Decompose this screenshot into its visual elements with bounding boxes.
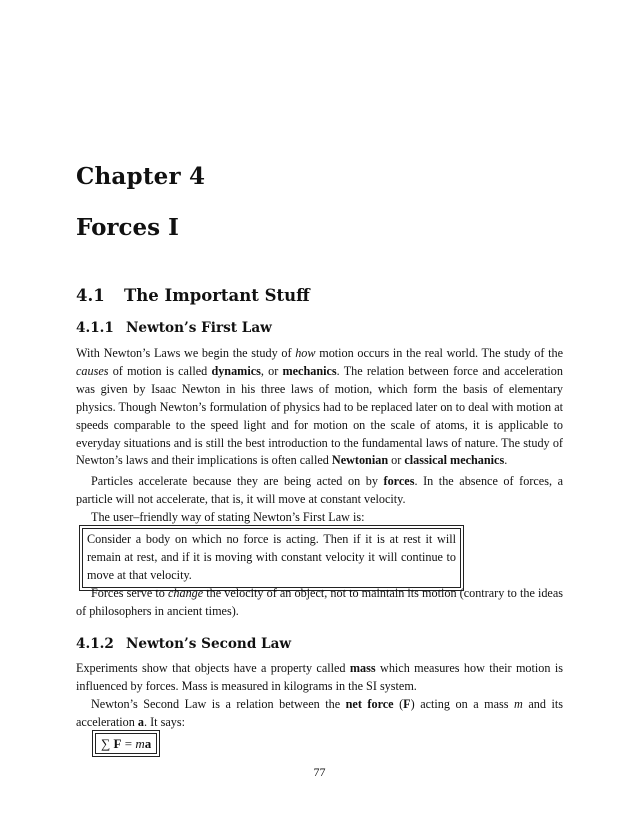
text-run: . xyxy=(504,453,508,468)
chapter-label: Chapter 4 xyxy=(76,163,206,190)
text-run: motion occurs in the real world. The study of the xyxy=(315,346,563,360)
term-net-force: net force xyxy=(345,697,394,711)
term-dynamics: dynamics xyxy=(211,363,261,378)
section-title: The Important Stuff xyxy=(124,286,310,305)
paragraph-dynamics-intro xyxy=(76,345,563,470)
text-run: Newton’s Second Law is a relation between the xyxy=(91,697,346,711)
paragraph-change-velocity xyxy=(76,585,563,621)
term-forces: forces xyxy=(383,474,415,488)
term-mechanics: mechanics xyxy=(282,363,337,378)
symbol-acceleration-vector: a xyxy=(137,714,145,729)
sum-symbol: ∑ xyxy=(101,736,111,751)
symbol-mass: m xyxy=(514,697,523,711)
paragraph-forces xyxy=(76,473,563,509)
chapter-title: Forces I xyxy=(76,214,179,241)
symbol-force-vector: F xyxy=(403,697,411,711)
page-number: 77 xyxy=(313,765,326,779)
term-classical-mechanics: classical mechanics xyxy=(404,453,505,468)
section-number: 4.1 xyxy=(76,286,105,305)
term-mass: mass xyxy=(349,661,376,675)
text-run: or xyxy=(388,453,405,468)
text-run: . The relation between force and acceleration was given by Isaac Newton in his three laws of motion, which form the basis of elementary physics. Though Newton’s formulation of physics had to be replaced later on to deal with motion at speeds comparable to the speed light and for motion on the scale of atoms, it is applicable to everyday situations and is still the best introduction to the fundamental laws of nature. The study of Newton’s laws and their implications is often called xyxy=(76,363,563,468)
subsection-heading-second-law xyxy=(76,635,291,653)
subsection-number: 4.1.2 xyxy=(76,636,114,652)
second-law-formula-box xyxy=(92,730,160,757)
formula-mass: m xyxy=(135,736,145,751)
formula-equals: = xyxy=(121,736,136,751)
second-law-formula xyxy=(95,733,157,754)
emphasis-causes: causes xyxy=(76,363,109,378)
text-run: . In the absence of forces, a particle will not accelerate, that is, it will move at constant velocity. xyxy=(76,474,563,506)
emphasis-how: how xyxy=(295,346,316,360)
text-run: Forces serve to xyxy=(91,586,168,600)
text-run: Experiments show that objects have a property called xyxy=(76,661,350,675)
section-heading xyxy=(76,286,310,306)
text-run: of motion is called xyxy=(108,363,212,378)
text-run: , or xyxy=(260,363,283,378)
emphasis-change: change xyxy=(167,586,204,600)
text-run: which measures how their motion is influenced by forces. Mass is measured in kilograms in the SI system. xyxy=(76,661,563,693)
formula-acceleration: a xyxy=(144,736,152,751)
term-newtonian: Newtonian xyxy=(331,453,389,468)
text-run: Particles accelerate because they are being acted on by xyxy=(91,474,384,488)
first-law-statement: Consider a body on which no force is acting. Then if it is at rest it will remain at rest, and if it is moving with constant velocity it will continue to move at that velocity. xyxy=(82,528,461,588)
subsection-title: Newton’s Second Law xyxy=(126,636,292,652)
paragraph-first-law-intro: The user–friendly way of stating Newton’s First Law is: xyxy=(91,510,365,524)
text-run: With Newton’s Laws we begin the study of xyxy=(76,346,296,360)
text-run: ) acting on a mass xyxy=(410,697,515,711)
paragraph-second-law-intro xyxy=(76,696,563,732)
subsection-number: 4.1.1 xyxy=(76,320,114,336)
formula-force: F xyxy=(113,736,122,751)
text-run: the velocity of an object, not to maintain its motion (contrary to the ideas of philosophers in ancient times). xyxy=(76,586,563,618)
text-run: . It says: xyxy=(144,714,185,729)
subsection-heading-first-law xyxy=(76,319,272,337)
paragraph-mass xyxy=(76,660,563,696)
subsection-title: Newton’s First Law xyxy=(126,320,272,336)
text-run: and its acceleration xyxy=(76,697,563,729)
text-run: ( xyxy=(393,697,404,711)
first-law-box xyxy=(79,525,464,591)
